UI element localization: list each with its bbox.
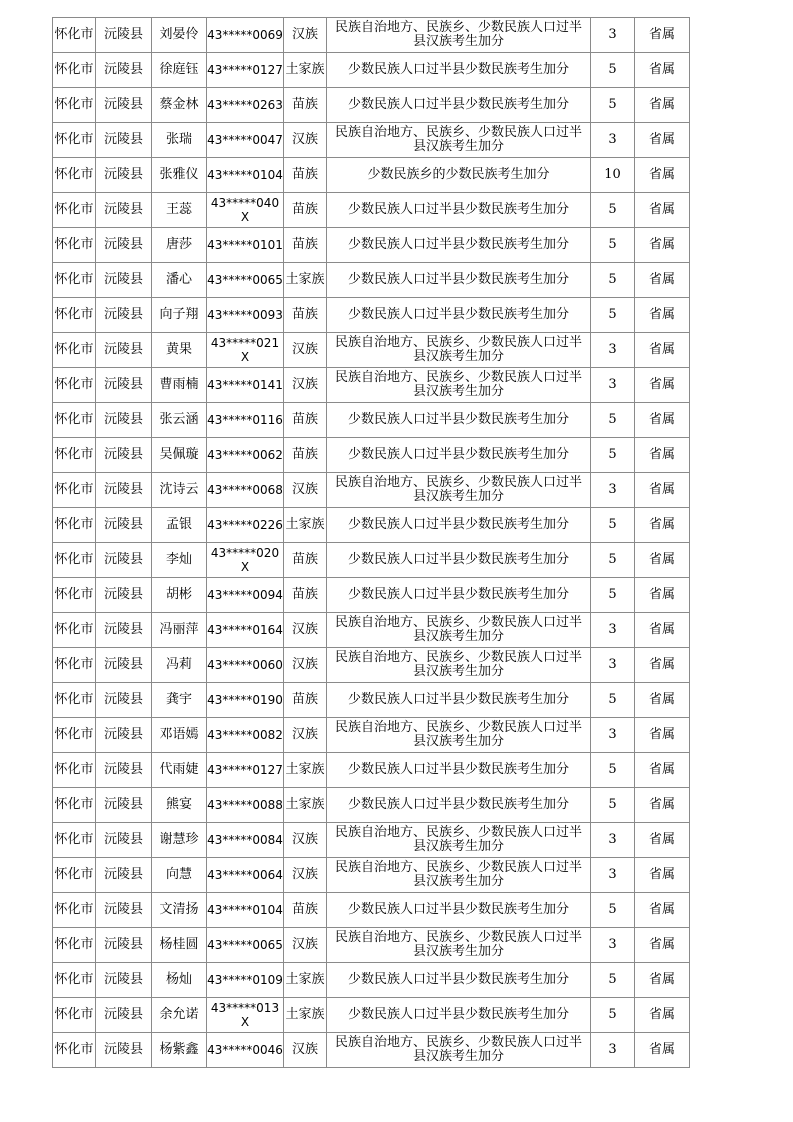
bonus-points-cell: 5 <box>591 578 635 613</box>
city-cell: 怀化市 <box>53 683 96 718</box>
bonus-reason-cell: 少数民族人口过半县少数民族考生加分 <box>327 438 591 473</box>
name-cell: 徐庭钰 <box>152 53 207 88</box>
bonus-reason-cell: 民族自治地方、民族乡、少数民族人口过半县汉族考生加分 <box>327 823 591 858</box>
table-row <box>53 158 690 193</box>
table-row <box>53 648 690 683</box>
county-cell: 沅陵县 <box>96 823 152 858</box>
category-cell: 省属 <box>635 508 690 543</box>
table-row <box>53 228 690 263</box>
city-cell: 怀化市 <box>53 228 96 263</box>
name-cell: 谢慧珍 <box>152 823 207 858</box>
county-cell: 沅陵县 <box>96 998 152 1033</box>
id-cell: 43*****0047 <box>207 123 284 158</box>
id-cell: 43*****0094 <box>207 578 284 613</box>
name-cell: 邓语嫣 <box>152 718 207 753</box>
ethnicity-cell: 土家族 <box>284 963 327 998</box>
county-cell: 沅陵县 <box>96 648 152 683</box>
bonus-points-cell: 3 <box>591 928 635 963</box>
county-cell: 沅陵县 <box>96 963 152 998</box>
city-cell: 怀化市 <box>53 788 96 823</box>
name-cell: 孟银 <box>152 508 207 543</box>
bonus-reason-cell: 少数民族人口过半县少数民族考生加分 <box>327 578 591 613</box>
ethnicity-cell: 汉族 <box>284 613 327 648</box>
id-cell: 43*****0104 <box>207 893 284 928</box>
bonus-points-cell: 3 <box>591 333 635 368</box>
county-cell: 沅陵县 <box>96 613 152 648</box>
bonus-reason-cell: 少数民族人口过半县少数民族考生加分 <box>327 508 591 543</box>
category-cell: 省属 <box>635 298 690 333</box>
name-cell: 胡彬 <box>152 578 207 613</box>
bonus-reason-cell: 少数民族人口过半县少数民族考生加分 <box>327 53 591 88</box>
id-cell: 43*****0065 <box>207 928 284 963</box>
county-cell: 沅陵县 <box>96 683 152 718</box>
category-cell: 省属 <box>635 53 690 88</box>
table-row <box>53 998 690 1033</box>
category-cell: 省属 <box>635 333 690 368</box>
category-cell: 省属 <box>635 193 690 228</box>
bonus-points-cell: 5 <box>591 263 635 298</box>
table-row <box>53 333 690 368</box>
bonus-points-cell: 5 <box>591 893 635 928</box>
county-cell: 沅陵县 <box>96 368 152 403</box>
ethnicity-cell: 汉族 <box>284 928 327 963</box>
city-cell: 怀化市 <box>53 998 96 1033</box>
name-cell: 向慧 <box>152 858 207 893</box>
name-cell: 沈诗云 <box>152 473 207 508</box>
city-cell: 怀化市 <box>53 473 96 508</box>
county-cell: 沅陵县 <box>96 1033 152 1068</box>
name-cell: 杨灿 <box>152 963 207 998</box>
bonus-points-cell: 3 <box>591 123 635 158</box>
bonus-reason-cell: 少数民族人口过半县少数民族考生加分 <box>327 88 591 123</box>
county-cell: 沅陵县 <box>96 158 152 193</box>
ethnicity-cell: 汉族 <box>284 718 327 753</box>
table-row <box>53 963 690 998</box>
city-cell: 怀化市 <box>53 648 96 683</box>
county-cell: 沅陵县 <box>96 508 152 543</box>
category-cell: 省属 <box>635 438 690 473</box>
city-cell: 怀化市 <box>53 403 96 438</box>
city-cell: 怀化市 <box>53 263 96 298</box>
id-cell: 43*****0101 <box>207 228 284 263</box>
ethnicity-cell: 苗族 <box>284 158 327 193</box>
county-cell: 沅陵县 <box>96 263 152 298</box>
city-cell: 怀化市 <box>53 333 96 368</box>
id-cell: 43*****0141 <box>207 368 284 403</box>
id-cell: 43*****0116 <box>207 403 284 438</box>
county-cell: 沅陵县 <box>96 403 152 438</box>
category-cell: 省属 <box>635 228 690 263</box>
category-cell: 省属 <box>635 1033 690 1068</box>
category-cell: 省属 <box>635 158 690 193</box>
name-cell: 吴佩璇 <box>152 438 207 473</box>
county-cell: 沅陵县 <box>96 18 152 53</box>
city-cell: 怀化市 <box>53 123 96 158</box>
bonus-points-cell: 5 <box>591 403 635 438</box>
id-cell: 43*****0046 <box>207 1033 284 1068</box>
category-cell: 省属 <box>635 123 690 158</box>
bonus-points-cell: 3 <box>591 1033 635 1068</box>
city-cell: 怀化市 <box>53 928 96 963</box>
bonus-points-cell: 5 <box>591 508 635 543</box>
id-cell: 43*****0164 <box>207 613 284 648</box>
name-cell: 唐莎 <box>152 228 207 263</box>
ethnicity-cell: 土家族 <box>284 263 327 298</box>
bonus-points-table <box>52 17 690 1068</box>
city-cell: 怀化市 <box>53 543 96 578</box>
ethnicity-cell: 汉族 <box>284 823 327 858</box>
county-cell: 沅陵县 <box>96 893 152 928</box>
table-row <box>53 368 690 403</box>
table-row <box>53 123 690 158</box>
bonus-points-cell: 5 <box>591 683 635 718</box>
table-row <box>53 18 690 53</box>
category-cell: 省属 <box>635 648 690 683</box>
bonus-reason-cell: 民族自治地方、民族乡、少数民族人口过半县汉族考生加分 <box>327 18 591 53</box>
id-cell: 43*****0127 <box>207 753 284 788</box>
county-cell: 沅陵县 <box>96 333 152 368</box>
county-cell: 沅陵县 <box>96 123 152 158</box>
bonus-reason-cell: 少数民族人口过半县少数民族考生加分 <box>327 193 591 228</box>
bonus-reason-cell: 少数民族人口过半县少数民族考生加分 <box>327 963 591 998</box>
bonus-points-cell: 3 <box>591 648 635 683</box>
category-cell: 省属 <box>635 718 690 753</box>
bonus-reason-cell: 少数民族人口过半县少数民族考生加分 <box>327 893 591 928</box>
ethnicity-cell: 汉族 <box>284 858 327 893</box>
ethnicity-cell: 汉族 <box>284 473 327 508</box>
id-cell: 43*****0068 <box>207 473 284 508</box>
id-cell: 43*****021X <box>207 333 284 368</box>
id-cell: 43*****0109 <box>207 963 284 998</box>
table-row <box>53 613 690 648</box>
name-cell: 杨紫鑫 <box>152 1033 207 1068</box>
name-cell: 熊宴 <box>152 788 207 823</box>
table-row <box>53 88 690 123</box>
ethnicity-cell: 汉族 <box>284 18 327 53</box>
category-cell: 省属 <box>635 403 690 438</box>
county-cell: 沅陵县 <box>96 543 152 578</box>
bonus-reason-cell: 少数民族人口过半县少数民族考生加分 <box>327 998 591 1033</box>
bonus-points-cell: 5 <box>591 753 635 788</box>
id-cell: 43*****020X <box>207 543 284 578</box>
ethnicity-cell: 汉族 <box>284 648 327 683</box>
bonus-points-cell: 5 <box>591 788 635 823</box>
city-cell: 怀化市 <box>53 193 96 228</box>
bonus-points-cell: 3 <box>591 823 635 858</box>
bonus-reason-cell: 少数民族人口过半县少数民族考生加分 <box>327 298 591 333</box>
category-cell: 省属 <box>635 578 690 613</box>
bonus-reason-cell: 少数民族人口过半县少数民族考生加分 <box>327 788 591 823</box>
ethnicity-cell: 苗族 <box>284 893 327 928</box>
city-cell: 怀化市 <box>53 823 96 858</box>
county-cell: 沅陵县 <box>96 193 152 228</box>
name-cell: 李灿 <box>152 543 207 578</box>
city-cell: 怀化市 <box>53 1033 96 1068</box>
name-cell: 代雨婕 <box>152 753 207 788</box>
bonus-points-cell: 5 <box>591 543 635 578</box>
city-cell: 怀化市 <box>53 18 96 53</box>
ethnicity-cell: 苗族 <box>284 543 327 578</box>
bonus-points-cell: 5 <box>591 228 635 263</box>
name-cell: 张瑞 <box>152 123 207 158</box>
id-cell: 43*****0093 <box>207 298 284 333</box>
county-cell: 沅陵县 <box>96 753 152 788</box>
category-cell: 省属 <box>635 88 690 123</box>
bonus-reason-cell: 民族自治地方、民族乡、少数民族人口过半县汉族考生加分 <box>327 613 591 648</box>
category-cell: 省属 <box>635 543 690 578</box>
ethnicity-cell: 苗族 <box>284 88 327 123</box>
table-row <box>53 823 690 858</box>
id-cell: 43*****0082 <box>207 718 284 753</box>
county-cell: 沅陵县 <box>96 298 152 333</box>
category-cell: 省属 <box>635 473 690 508</box>
name-cell: 文清扬 <box>152 893 207 928</box>
name-cell: 潘心 <box>152 263 207 298</box>
id-cell: 43*****013X <box>207 998 284 1033</box>
bonus-reason-cell: 民族自治地方、民族乡、少数民族人口过半县汉族考生加分 <box>327 333 591 368</box>
table-row <box>53 928 690 963</box>
id-cell: 43*****0190 <box>207 683 284 718</box>
city-cell: 怀化市 <box>53 753 96 788</box>
name-cell: 张云涵 <box>152 403 207 438</box>
bonus-reason-cell: 民族自治地方、民族乡、少数民族人口过半县汉族考生加分 <box>327 123 591 158</box>
ethnicity-cell: 苗族 <box>284 578 327 613</box>
id-cell: 43*****0062 <box>207 438 284 473</box>
county-cell: 沅陵县 <box>96 788 152 823</box>
id-cell: 43*****040X <box>207 193 284 228</box>
county-cell: 沅陵县 <box>96 228 152 263</box>
county-cell: 沅陵县 <box>96 928 152 963</box>
bonus-reason-cell: 少数民族人口过半县少数民族考生加分 <box>327 403 591 438</box>
city-cell: 怀化市 <box>53 963 96 998</box>
name-cell: 杨桂圆 <box>152 928 207 963</box>
bonus-points-cell: 5 <box>591 998 635 1033</box>
id-cell: 43*****0065 <box>207 263 284 298</box>
id-cell: 43*****0060 <box>207 648 284 683</box>
city-cell: 怀化市 <box>53 718 96 753</box>
bonus-reason-cell: 民族自治地方、民族乡、少数民族人口过半县汉族考生加分 <box>327 1033 591 1068</box>
id-cell: 43*****0069 <box>207 18 284 53</box>
name-cell: 龚宇 <box>152 683 207 718</box>
bonus-reason-cell: 民族自治地方、民族乡、少数民族人口过半县汉族考生加分 <box>327 368 591 403</box>
name-cell: 曹雨楠 <box>152 368 207 403</box>
table-row <box>53 298 690 333</box>
city-cell: 怀化市 <box>53 893 96 928</box>
bonus-reason-cell: 少数民族人口过半县少数民族考生加分 <box>327 263 591 298</box>
city-cell: 怀化市 <box>53 438 96 473</box>
city-cell: 怀化市 <box>53 368 96 403</box>
table-row <box>53 578 690 613</box>
ethnicity-cell: 土家族 <box>284 998 327 1033</box>
bonus-reason-cell: 少数民族人口过半县少数民族考生加分 <box>327 683 591 718</box>
category-cell: 省属 <box>635 998 690 1033</box>
table-row <box>53 893 690 928</box>
category-cell: 省属 <box>635 928 690 963</box>
county-cell: 沅陵县 <box>96 578 152 613</box>
table-row <box>53 473 690 508</box>
bonus-points-cell: 3 <box>591 613 635 648</box>
ethnicity-cell: 土家族 <box>284 508 327 543</box>
category-cell: 省属 <box>635 613 690 648</box>
city-cell: 怀化市 <box>53 53 96 88</box>
bonus-reason-cell: 少数民族人口过半县少数民族考生加分 <box>327 543 591 578</box>
city-cell: 怀化市 <box>53 298 96 333</box>
category-cell: 省属 <box>635 263 690 298</box>
ethnicity-cell: 苗族 <box>284 193 327 228</box>
bonus-reason-cell: 少数民族人口过半县少数民族考生加分 <box>327 228 591 263</box>
county-cell: 沅陵县 <box>96 718 152 753</box>
bonus-points-cell: 10 <box>591 158 635 193</box>
bonus-reason-cell: 少数民族人口过半县少数民族考生加分 <box>327 753 591 788</box>
county-cell: 沅陵县 <box>96 53 152 88</box>
id-cell: 43*****0104 <box>207 158 284 193</box>
id-cell: 43*****0263 <box>207 88 284 123</box>
bonus-points-cell: 5 <box>591 298 635 333</box>
table-row <box>53 858 690 893</box>
ethnicity-cell: 汉族 <box>284 1033 327 1068</box>
ethnicity-cell: 苗族 <box>284 298 327 333</box>
bonus-points-cell: 5 <box>591 438 635 473</box>
bonus-points-cell: 3 <box>591 18 635 53</box>
city-cell: 怀化市 <box>53 613 96 648</box>
bonus-points-cell: 3 <box>591 858 635 893</box>
table-body <box>53 18 690 1068</box>
bonus-reason-cell: 民族自治地方、民族乡、少数民族人口过半县汉族考生加分 <box>327 718 591 753</box>
city-cell: 怀化市 <box>53 88 96 123</box>
bonus-points-cell: 5 <box>591 88 635 123</box>
category-cell: 省属 <box>635 823 690 858</box>
category-cell: 省属 <box>635 753 690 788</box>
bonus-reason-cell: 民族自治地方、民族乡、少数民族人口过半县汉族考生加分 <box>327 928 591 963</box>
table-row <box>53 508 690 543</box>
name-cell: 刘晏伶 <box>152 18 207 53</box>
table-row <box>53 1033 690 1068</box>
table-row <box>53 438 690 473</box>
table-row <box>53 718 690 753</box>
category-cell: 省属 <box>635 788 690 823</box>
bonus-points-cell: 5 <box>591 53 635 88</box>
table-row <box>53 753 690 788</box>
category-cell: 省属 <box>635 858 690 893</box>
bonus-reason-cell: 民族自治地方、民族乡、少数民族人口过半县汉族考生加分 <box>327 858 591 893</box>
category-cell: 省属 <box>635 683 690 718</box>
table-row <box>53 263 690 298</box>
ethnicity-cell: 土家族 <box>284 788 327 823</box>
bonus-points-cell: 3 <box>591 368 635 403</box>
city-cell: 怀化市 <box>53 858 96 893</box>
city-cell: 怀化市 <box>53 508 96 543</box>
ethnicity-cell: 苗族 <box>284 228 327 263</box>
ethnicity-cell: 汉族 <box>284 123 327 158</box>
category-cell: 省属 <box>635 368 690 403</box>
table-row <box>53 543 690 578</box>
table-row <box>53 53 690 88</box>
table-row <box>53 403 690 438</box>
ethnicity-cell: 土家族 <box>284 753 327 788</box>
table-row <box>53 788 690 823</box>
bonus-reason-cell: 民族自治地方、民族乡、少数民族人口过半县汉族考生加分 <box>327 648 591 683</box>
name-cell: 冯莉 <box>152 648 207 683</box>
name-cell: 张雅仪 <box>152 158 207 193</box>
county-cell: 沅陵县 <box>96 473 152 508</box>
bonus-reason-cell: 少数民族乡的少数民族考生加分 <box>327 158 591 193</box>
city-cell: 怀化市 <box>53 158 96 193</box>
name-cell: 黄果 <box>152 333 207 368</box>
name-cell: 冯丽萍 <box>152 613 207 648</box>
id-cell: 43*****0064 <box>207 858 284 893</box>
name-cell: 王蕊 <box>152 193 207 228</box>
category-cell: 省属 <box>635 893 690 928</box>
ethnicity-cell: 汉族 <box>284 368 327 403</box>
id-cell: 43*****0127 <box>207 53 284 88</box>
bonus-points-cell: 3 <box>591 473 635 508</box>
bonus-points-cell: 5 <box>591 963 635 998</box>
county-cell: 沅陵县 <box>96 438 152 473</box>
table-row <box>53 193 690 228</box>
name-cell: 蔡金林 <box>152 88 207 123</box>
category-cell: 省属 <box>635 18 690 53</box>
ethnicity-cell: 土家族 <box>284 53 327 88</box>
bonus-reason-cell: 民族自治地方、民族乡、少数民族人口过半县汉族考生加分 <box>327 473 591 508</box>
ethnicity-cell: 苗族 <box>284 438 327 473</box>
ethnicity-cell: 苗族 <box>284 403 327 438</box>
table-row <box>53 683 690 718</box>
category-cell: 省属 <box>635 963 690 998</box>
bonus-points-cell: 5 <box>591 193 635 228</box>
name-cell: 余允诺 <box>152 998 207 1033</box>
ethnicity-cell: 苗族 <box>284 683 327 718</box>
county-cell: 沅陵县 <box>96 858 152 893</box>
id-cell: 43*****0226 <box>207 508 284 543</box>
name-cell: 向子翔 <box>152 298 207 333</box>
bonus-points-cell: 3 <box>591 718 635 753</box>
ethnicity-cell: 汉族 <box>284 333 327 368</box>
county-cell: 沅陵县 <box>96 88 152 123</box>
id-cell: 43*****0088 <box>207 788 284 823</box>
id-cell: 43*****0084 <box>207 823 284 858</box>
city-cell: 怀化市 <box>53 578 96 613</box>
